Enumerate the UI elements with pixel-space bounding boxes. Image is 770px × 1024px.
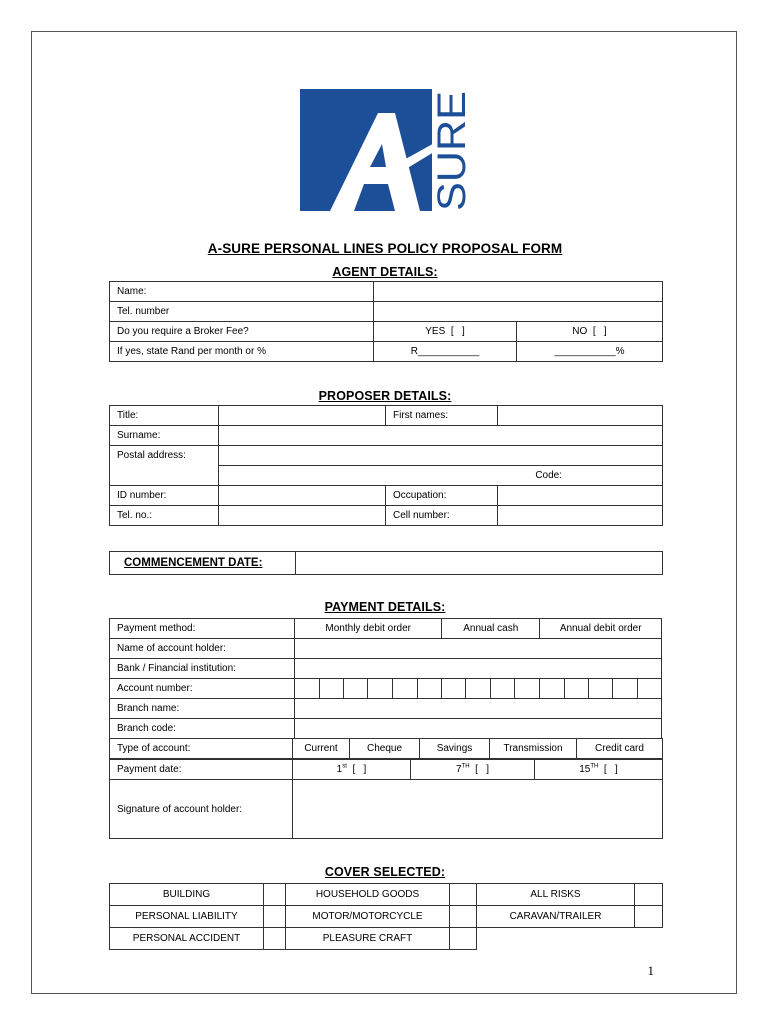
account-number-digit[interactable] <box>466 679 490 699</box>
agent-name-label: Name: <box>110 282 374 302</box>
title-field[interactable] <box>219 406 386 426</box>
agent-tel-row <box>110 302 663 322</box>
commencement-date-label: COMMENCEMENT DATE: <box>110 552 296 575</box>
agent-tel-field[interactable] <box>374 302 663 322</box>
tel-no-label: Tel. no.: <box>110 506 219 526</box>
payment-details-heading: PAYMENT DETAILS: <box>324 600 446 614</box>
cover-personal-liability-checkbox[interactable] <box>264 906 286 928</box>
broker-fee-no-checkbox[interactable]: NO [ ] <box>517 322 663 342</box>
account-number-digit[interactable] <box>515 679 540 699</box>
cover-motor-label: MOTOR/MOTORCYCLE <box>286 906 450 928</box>
postal-code-label[interactable]: Code: <box>219 466 663 486</box>
payment-date-7th[interactable]: 7TH [ ] <box>411 760 535 780</box>
account-type-table <box>109 738 663 759</box>
proposer-details-table <box>109 405 663 526</box>
account-type-transmission[interactable]: Transmission <box>490 739 577 759</box>
account-number-digit[interactable] <box>540 679 564 699</box>
rand-amount-field[interactable]: R___________ <box>374 342 517 362</box>
broker-fee-yes-checkbox[interactable]: YES [ ] <box>374 322 517 342</box>
cover-pleasure-craft-checkbox[interactable] <box>450 928 477 950</box>
account-number-digit[interactable] <box>343 679 367 699</box>
cell-number-field[interactable] <box>498 506 663 526</box>
payment-date-table <box>109 759 663 839</box>
cover-selected-table <box>109 883 663 950</box>
logo-text: SURE <box>430 99 474 211</box>
surname-label: Surname: <box>110 426 219 446</box>
agent-name-row <box>110 282 663 302</box>
account-number-digit[interactable] <box>637 679 661 699</box>
account-type-current[interactable]: Current <box>293 739 350 759</box>
annual-cash-option[interactable]: Annual cash <box>442 619 540 639</box>
branch-code-label: Branch code: <box>110 719 295 739</box>
account-type-savings[interactable]: Savings <box>420 739 490 759</box>
page-number: 1 <box>647 963 654 978</box>
account-number-digit[interactable] <box>490 679 514 699</box>
title-label: Title: <box>110 406 219 426</box>
branch-name-field[interactable] <box>295 699 662 719</box>
account-number-digit[interactable] <box>417 679 441 699</box>
rand-row <box>110 342 663 362</box>
tel-no-field[interactable] <box>219 506 386 526</box>
monthly-debit-order-option[interactable]: Monthly debit order <box>295 619 442 639</box>
form-title: A-SURE PERSONAL LINES POLICY PROPOSAL FORM <box>207 241 563 256</box>
agent-name-field[interactable] <box>374 282 663 302</box>
annual-debit-order-option[interactable]: Annual debit order <box>540 619 662 639</box>
a-sure-logo <box>300 89 475 211</box>
signature-field[interactable] <box>293 780 663 839</box>
account-number-digit[interactable] <box>392 679 417 699</box>
broker-fee-label: Do you require a Broker Fee? <box>110 322 374 342</box>
payment-method-label: Payment method: <box>110 619 295 639</box>
account-type-cheque[interactable]: Cheque <box>350 739 420 759</box>
account-type-label: Type of account: <box>110 739 293 759</box>
occupation-field[interactable] <box>498 486 663 506</box>
cover-building-checkbox[interactable] <box>264 884 286 906</box>
account-number-digit[interactable] <box>368 679 392 699</box>
cover-household-goods-label: HOUSEHOLD GOODS <box>286 884 450 906</box>
cover-personal-accident-checkbox[interactable] <box>264 928 286 950</box>
cover-caravan-checkbox[interactable] <box>635 906 663 928</box>
account-number-digit[interactable] <box>613 679 637 699</box>
account-holder-label: Name of account holder: <box>110 639 295 659</box>
agent-tel-label: Tel. number <box>110 302 374 322</box>
cover-motor-checkbox[interactable] <box>450 906 477 928</box>
first-names-field[interactable] <box>498 406 663 426</box>
payment-date-15th[interactable]: 15TH [ ] <box>535 760 663 780</box>
bank-label: Bank / Financial institution: <box>110 659 295 679</box>
commencement-date-field[interactable] <box>296 552 663 575</box>
account-number-digit[interactable] <box>442 679 466 699</box>
account-number-digit[interactable] <box>295 679 319 699</box>
id-number-label: ID number: <box>110 486 219 506</box>
cover-personal-liability-label: PERSONAL LIABILITY <box>110 906 264 928</box>
bank-field[interactable] <box>295 659 662 679</box>
account-number-digit[interactable] <box>564 679 588 699</box>
postal-address-field-line1[interactable] <box>219 446 663 466</box>
cover-building-label: BUILDING <box>110 884 264 906</box>
signature-label: Signature of account holder: <box>110 780 293 839</box>
cover-pleasure-craft-label: PLEASURE CRAFT <box>286 928 450 950</box>
cover-all-risks-label: ALL RISKS <box>477 884 635 906</box>
account-number-row <box>110 679 662 699</box>
cover-caravan-label: CARAVAN/TRAILER <box>477 906 635 928</box>
cell-number-label: Cell number: <box>386 506 498 526</box>
occupation-label: Occupation: <box>386 486 498 506</box>
rand-label: If yes, state Rand per month or % <box>110 342 374 362</box>
agent-details-heading: AGENT DETAILS: <box>332 265 438 279</box>
branch-name-label: Branch name: <box>110 699 295 719</box>
cover-all-risks-checkbox[interactable] <box>635 884 663 906</box>
id-number-field[interactable] <box>219 486 386 506</box>
payment-date-1st[interactable]: 1st [ ] <box>293 760 411 780</box>
account-number-digit[interactable] <box>588 679 612 699</box>
account-holder-field[interactable] <box>295 639 662 659</box>
commencement-table <box>109 551 663 575</box>
first-names-label: First names: <box>386 406 498 426</box>
account-number-label: Account number: <box>110 679 295 699</box>
branch-code-field[interactable] <box>295 719 662 739</box>
payment-date-label: Payment date: <box>110 760 293 780</box>
agent-details-table <box>109 281 663 362</box>
cover-selected-heading: COVER SELECTED: <box>324 865 446 879</box>
cover-personal-accident-label: PERSONAL ACCIDENT <box>110 928 264 950</box>
account-number-digit[interactable] <box>319 679 343 699</box>
document-page <box>31 31 737 994</box>
surname-field[interactable] <box>219 426 663 446</box>
account-type-credit-card[interactable]: Credit card <box>577 739 663 759</box>
payment-details-table <box>109 618 662 739</box>
postal-address-label: Postal address: <box>110 446 219 486</box>
proposer-details-heading: PROPOSER DETAILS: <box>318 389 452 403</box>
cover-household-goods-checkbox[interactable] <box>450 884 477 906</box>
percent-field[interactable]: ___________% <box>517 342 663 362</box>
broker-fee-row <box>110 322 663 342</box>
